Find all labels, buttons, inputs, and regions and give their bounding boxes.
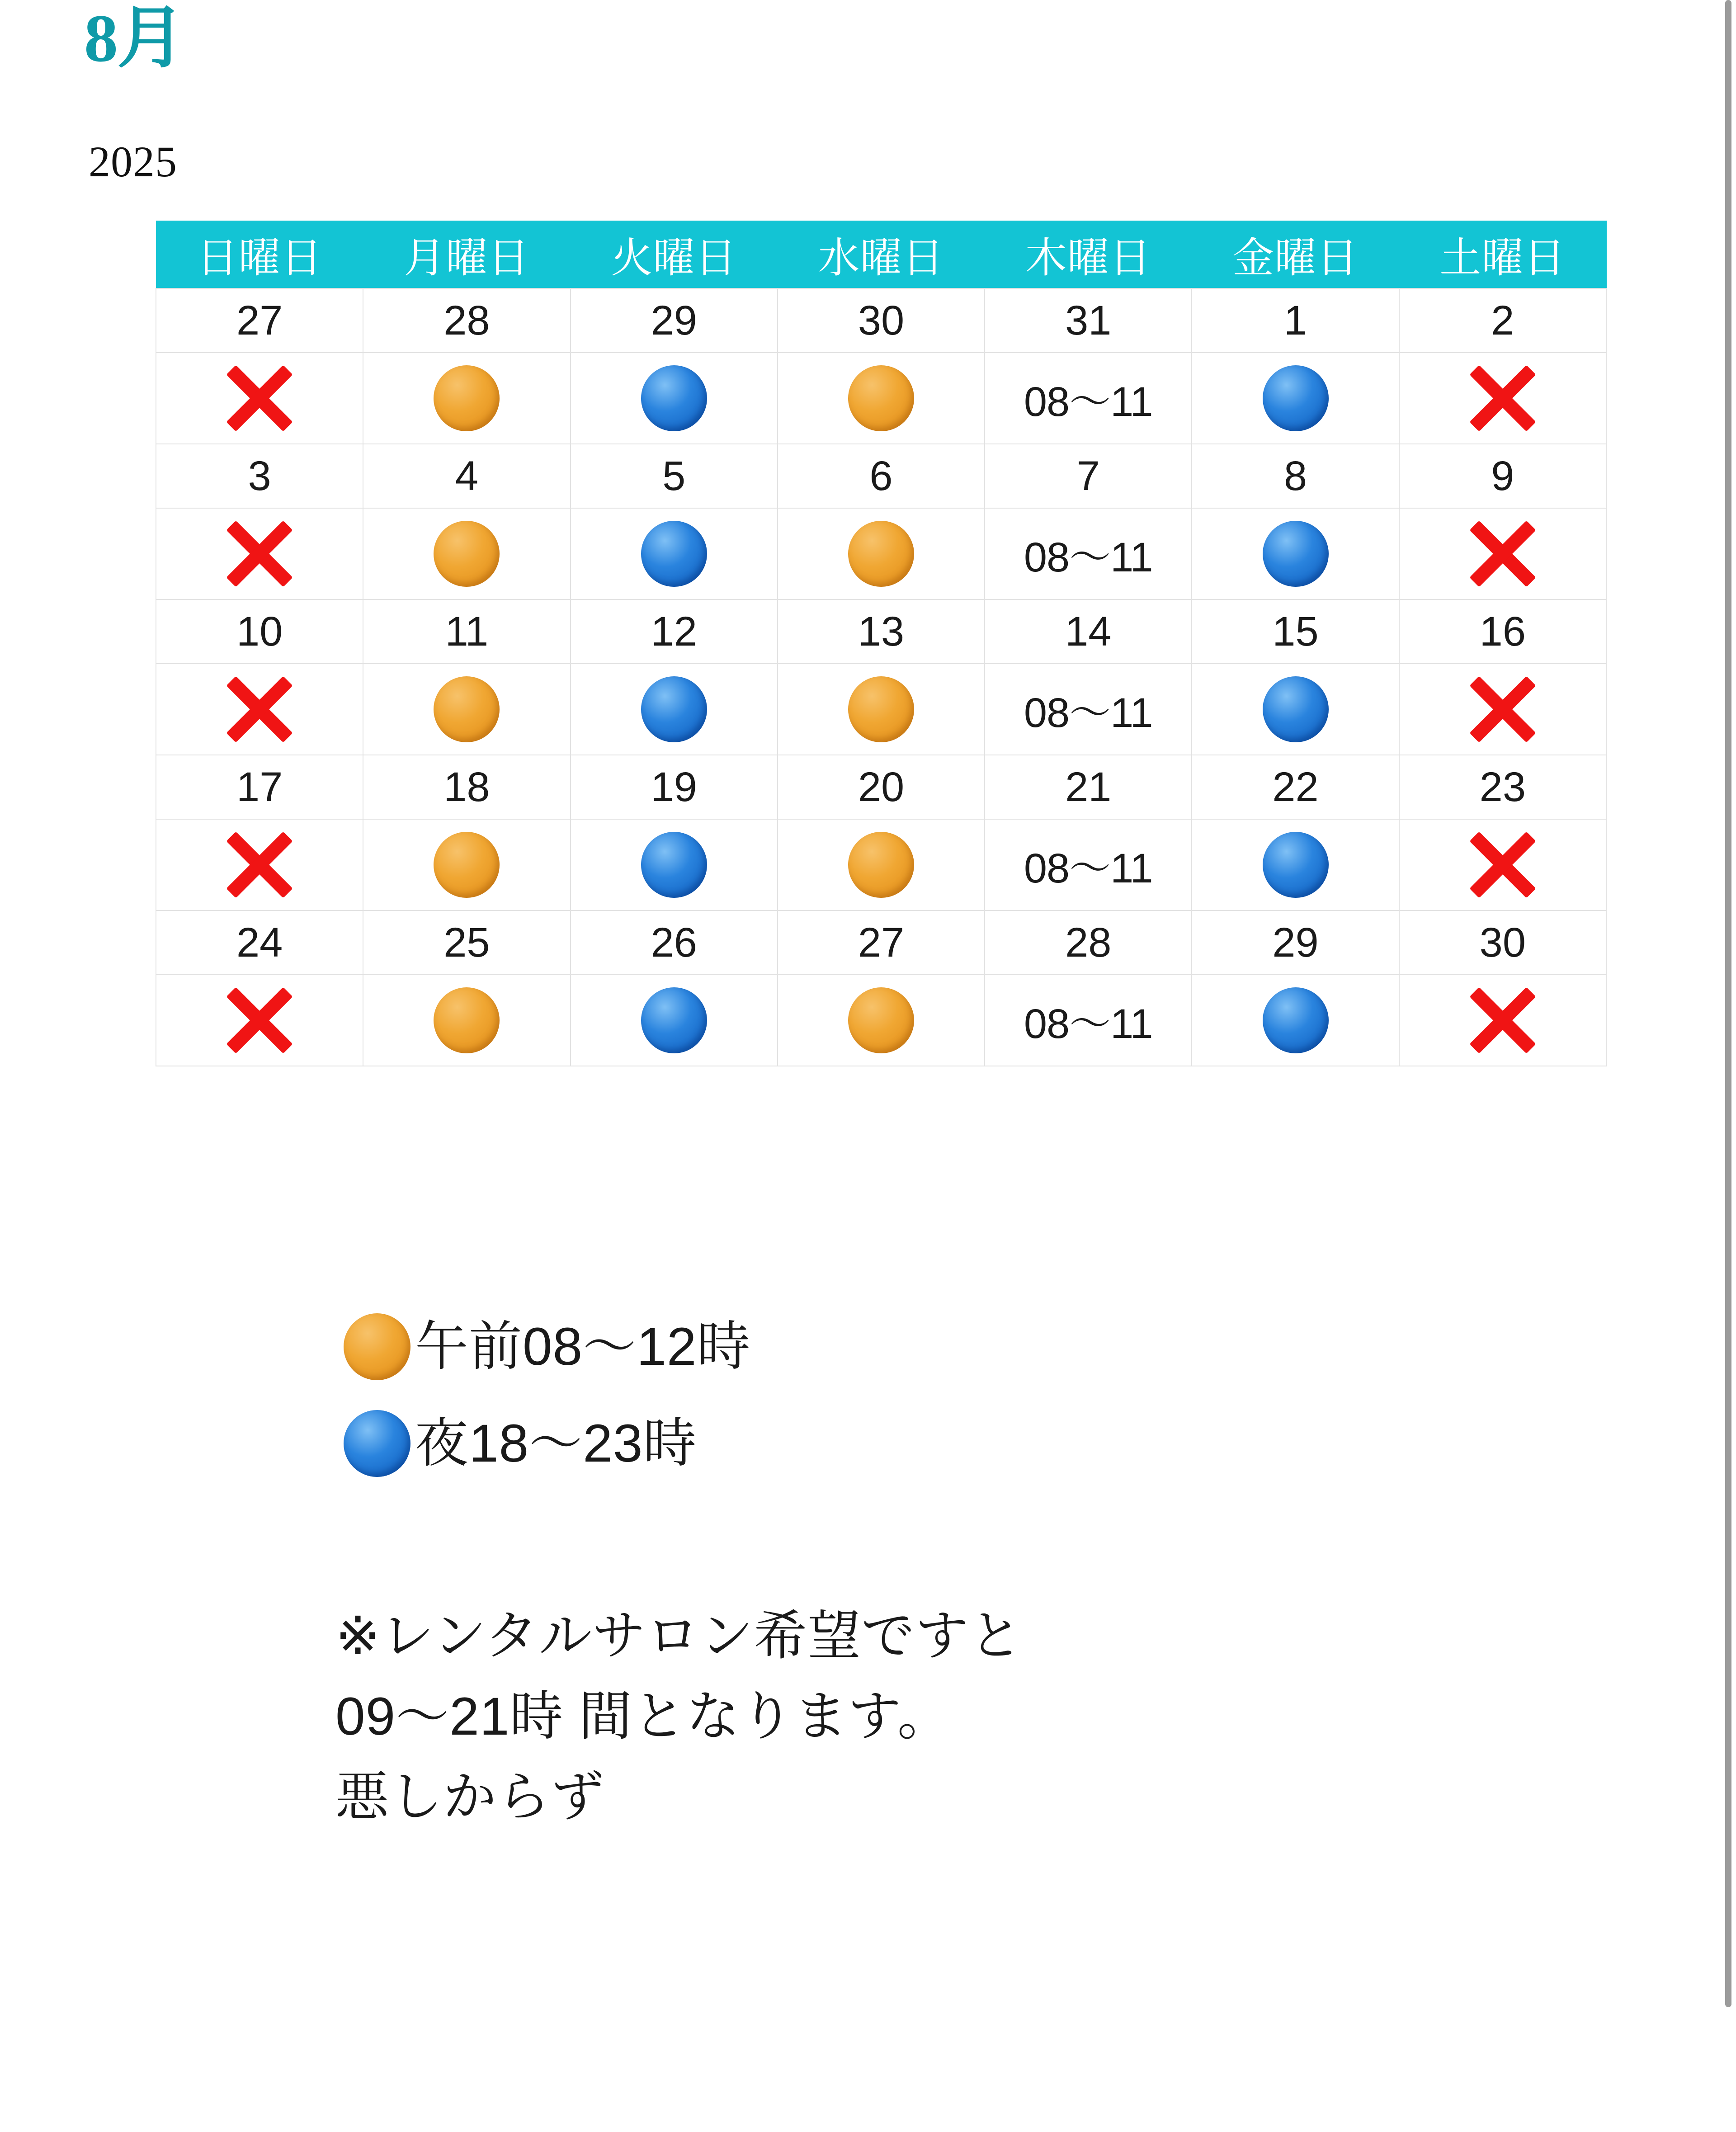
- calendar-day-number: 27: [156, 288, 363, 353]
- mark-wrapper: [571, 509, 777, 599]
- calendar-mark-row: [156, 975, 1606, 1066]
- calendar-availability-cell: [571, 819, 778, 910]
- calendar-day-number: 26: [571, 910, 778, 975]
- calendar-availability-cell: [1399, 353, 1606, 444]
- calendar-availability-cell: [1399, 819, 1606, 910]
- legend-item-morning: [344, 1313, 1564, 1380]
- calendar-day-number: 29: [1192, 910, 1399, 975]
- legend-label-evening: 夜18〜23時: [415, 1414, 697, 1473]
- weekday-header-wednesday: 水曜日: [778, 221, 985, 289]
- mark-wrapper: [1192, 509, 1398, 599]
- calendar-mark-row: [156, 664, 1606, 755]
- calendar-day-number: 17: [156, 755, 363, 819]
- close-icon: [1469, 364, 1537, 432]
- calendar-mark-row: [156, 508, 1606, 599]
- mark-wrapper: [1400, 820, 1606, 910]
- mark-wrapper: [156, 820, 363, 910]
- calendar-availability-cell: [1192, 975, 1399, 1066]
- mark-wrapper: [985, 975, 1191, 1066]
- orange-circle-icon: [434, 521, 500, 587]
- mark-wrapper: [1400, 509, 1606, 599]
- calendar-availability-cell: [571, 975, 778, 1066]
- calendar-day-number: 14: [985, 599, 1192, 664]
- calendar-availability-cell: [985, 975, 1192, 1066]
- calendar-day-number: 31: [985, 288, 1192, 353]
- mark-wrapper: [1400, 975, 1606, 1066]
- orange-circle-icon: [434, 676, 500, 742]
- note-line-1: ※レンタルサロン希望ですと: [335, 1606, 1023, 1666]
- mark-wrapper: [156, 664, 363, 755]
- calendar-availability-cell: [156, 664, 363, 755]
- blue-circle-icon: [1263, 832, 1329, 898]
- calendar-day-number: 25: [363, 910, 570, 975]
- calendar-day-number: 11: [363, 599, 570, 664]
- time-range-text: 08〜11: [1024, 379, 1153, 425]
- orange-circle-icon: [848, 832, 914, 898]
- calendar-day-number: 2: [1399, 288, 1606, 353]
- blue-circle-icon: [1263, 987, 1329, 1053]
- weekday-header-friday: 金曜日: [1192, 221, 1399, 289]
- calendar-availability-cell: [156, 975, 363, 1066]
- calendar-day-number: 12: [571, 599, 778, 664]
- calendar-day-number: 9: [1399, 444, 1606, 508]
- mark-wrapper: [1192, 820, 1398, 910]
- close-icon: [1469, 520, 1537, 588]
- mark-wrapper: [985, 820, 1191, 910]
- blue-circle-icon: [641, 987, 707, 1053]
- schedule-calendar: [156, 221, 1607, 1066]
- scrollbar-track[interactable]: [1721, 0, 1736, 2132]
- calendar-availability-cell: [363, 353, 570, 444]
- orange-circle-icon: [848, 676, 914, 742]
- blue-circle-icon: [641, 676, 707, 742]
- calendar-availability-cell: [1399, 975, 1606, 1066]
- calendar-availability-cell: [985, 508, 1192, 599]
- mark-wrapper: [778, 664, 984, 755]
- calendar-availability-cell: [778, 353, 985, 444]
- mark-wrapper: [156, 353, 363, 443]
- calendar-day-number: 30: [778, 288, 985, 353]
- calendar-day-number: 28: [985, 910, 1192, 975]
- calendar-day-number: 4: [363, 444, 570, 508]
- note-line-3: 悪しからず: [335, 1767, 605, 1827]
- notes-block: [335, 1596, 1646, 1837]
- mark-wrapper: [571, 975, 777, 1066]
- time-range-text: 08〜11: [1024, 690, 1153, 736]
- close-icon: [1469, 675, 1537, 743]
- legend-item-evening: [344, 1410, 1564, 1477]
- close-icon: [226, 831, 293, 899]
- close-icon: [226, 520, 293, 588]
- calendar-availability-cell: [778, 508, 985, 599]
- blue-circle-icon: [641, 832, 707, 898]
- close-icon: [226, 986, 293, 1054]
- blue-circle-icon: [1263, 521, 1329, 587]
- calendar-date-row: [156, 599, 1606, 664]
- calendar-day-number: 18: [363, 755, 570, 819]
- page-title: 8月: [84, 1, 184, 76]
- calendar-mark-row: [156, 819, 1606, 910]
- calendar-availability-cell: [1192, 508, 1399, 599]
- mark-wrapper: [1192, 353, 1398, 443]
- calendar-date-row: [156, 910, 1606, 975]
- legend-label-morning: 午前08〜12時: [415, 1317, 751, 1377]
- calendar-mark-row: [156, 353, 1606, 444]
- calendar-day-number: 6: [778, 444, 985, 508]
- calendar-availability-cell: [1192, 353, 1399, 444]
- mark-wrapper: [571, 353, 777, 443]
- calendar-day-number: 24: [156, 910, 363, 975]
- calendar-date-row: [156, 288, 1606, 353]
- mark-wrapper: [985, 664, 1191, 755]
- calendar-header-row: [156, 221, 1606, 289]
- mark-wrapper: [1192, 664, 1398, 755]
- scrollbar-thumb[interactable]: [1725, 0, 1731, 2007]
- calendar-day-number: 22: [1192, 755, 1399, 819]
- calendar-availability-cell: [1192, 664, 1399, 755]
- blue-circle-icon: [344, 1410, 410, 1477]
- calendar-availability-cell: [1399, 664, 1606, 755]
- calendar-date-row: [156, 755, 1606, 819]
- calendar-availability-cell: [363, 664, 570, 755]
- calendar-availability-cell: [778, 975, 985, 1066]
- mark-wrapper: [156, 975, 363, 1066]
- time-range-text: 08〜11: [1024, 534, 1153, 580]
- mark-wrapper: [571, 664, 777, 755]
- orange-circle-icon: [848, 365, 914, 431]
- calendar-day-number: 21: [985, 755, 1192, 819]
- orange-circle-icon: [434, 832, 500, 898]
- weekday-header-saturday: 土曜日: [1399, 221, 1606, 289]
- legend: [344, 1313, 1564, 1507]
- calendar-availability-cell: [571, 508, 778, 599]
- calendar-day-number: 30: [1399, 910, 1606, 975]
- calendar-availability-cell: [363, 819, 570, 910]
- mark-wrapper: [571, 820, 777, 910]
- mark-wrapper: [778, 975, 984, 1066]
- note-line-2: 09〜21時 間となります。: [335, 1687, 951, 1746]
- blue-circle-icon: [1263, 365, 1329, 431]
- calendar-availability-cell: [1399, 508, 1606, 599]
- calendar-day-number: 7: [985, 444, 1192, 508]
- calendar-day-number: 8: [1192, 444, 1399, 508]
- calendar-availability-cell: [363, 975, 570, 1066]
- calendar-availability-cell: [156, 353, 363, 444]
- time-range-text: 08〜11: [1024, 1001, 1153, 1047]
- mark-wrapper: [156, 509, 363, 599]
- time-range-text: 08〜11: [1024, 845, 1153, 891]
- mark-wrapper: [985, 353, 1191, 443]
- orange-circle-icon: [434, 987, 500, 1053]
- orange-circle-icon: [344, 1313, 410, 1380]
- calendar-day-number: 28: [363, 288, 570, 353]
- blue-circle-icon: [641, 365, 707, 431]
- calendar-availability-cell: [571, 664, 778, 755]
- calendar-availability-cell: [571, 353, 778, 444]
- calendar-availability-cell: [363, 508, 570, 599]
- mark-wrapper: [985, 509, 1191, 599]
- mark-wrapper: [363, 664, 570, 755]
- calendar-availability-cell: [985, 819, 1192, 910]
- blue-circle-icon: [1263, 676, 1329, 742]
- orange-circle-icon: [848, 521, 914, 587]
- mark-wrapper: [1400, 353, 1606, 443]
- calendar-day-number: 29: [571, 288, 778, 353]
- weekday-header-thursday: 木曜日: [985, 221, 1192, 289]
- calendar-day-number: 5: [571, 444, 778, 508]
- calendar-day-number: 10: [156, 599, 363, 664]
- calendar-day-number: 15: [1192, 599, 1399, 664]
- calendar-day-number: 1: [1192, 288, 1399, 353]
- close-icon: [226, 364, 293, 432]
- calendar-day-number: 19: [571, 755, 778, 819]
- calendar-date-row: [156, 444, 1606, 508]
- blue-circle-icon: [641, 521, 707, 587]
- mark-wrapper: [363, 820, 570, 910]
- weekday-header-tuesday: 火曜日: [571, 221, 778, 289]
- calendar-day-number: 23: [1399, 755, 1606, 819]
- mark-wrapper: [363, 975, 570, 1066]
- close-icon: [226, 675, 293, 743]
- mark-wrapper: [1192, 975, 1398, 1066]
- calendar-availability-cell: [985, 353, 1192, 444]
- calendar-day-number: 16: [1399, 599, 1606, 664]
- calendar-availability-cell: [1192, 819, 1399, 910]
- year-label: 2025: [89, 137, 177, 186]
- mark-wrapper: [363, 509, 570, 599]
- mark-wrapper: [778, 820, 984, 910]
- calendar-day-number: 20: [778, 755, 985, 819]
- calendar-availability-cell: [985, 664, 1192, 755]
- calendar-availability-cell: [778, 819, 985, 910]
- calendar-day-number: 13: [778, 599, 985, 664]
- calendar-availability-cell: [778, 664, 985, 755]
- close-icon: [1469, 986, 1537, 1054]
- weekday-header-monday: 月曜日: [363, 221, 570, 289]
- calendar-body: [156, 288, 1606, 1066]
- calendar-availability-cell: [156, 819, 363, 910]
- calendar-day-number: 3: [156, 444, 363, 508]
- weekday-header-sunday: 日曜日: [156, 221, 363, 289]
- mark-wrapper: [363, 353, 570, 443]
- mark-wrapper: [1400, 664, 1606, 755]
- close-icon: [1469, 831, 1537, 899]
- calendar-day-number: 27: [778, 910, 985, 975]
- orange-circle-icon: [434, 365, 500, 431]
- orange-circle-icon: [848, 987, 914, 1053]
- mark-wrapper: [778, 353, 984, 443]
- mark-wrapper: [778, 509, 984, 599]
- calendar-availability-cell: [156, 508, 363, 599]
